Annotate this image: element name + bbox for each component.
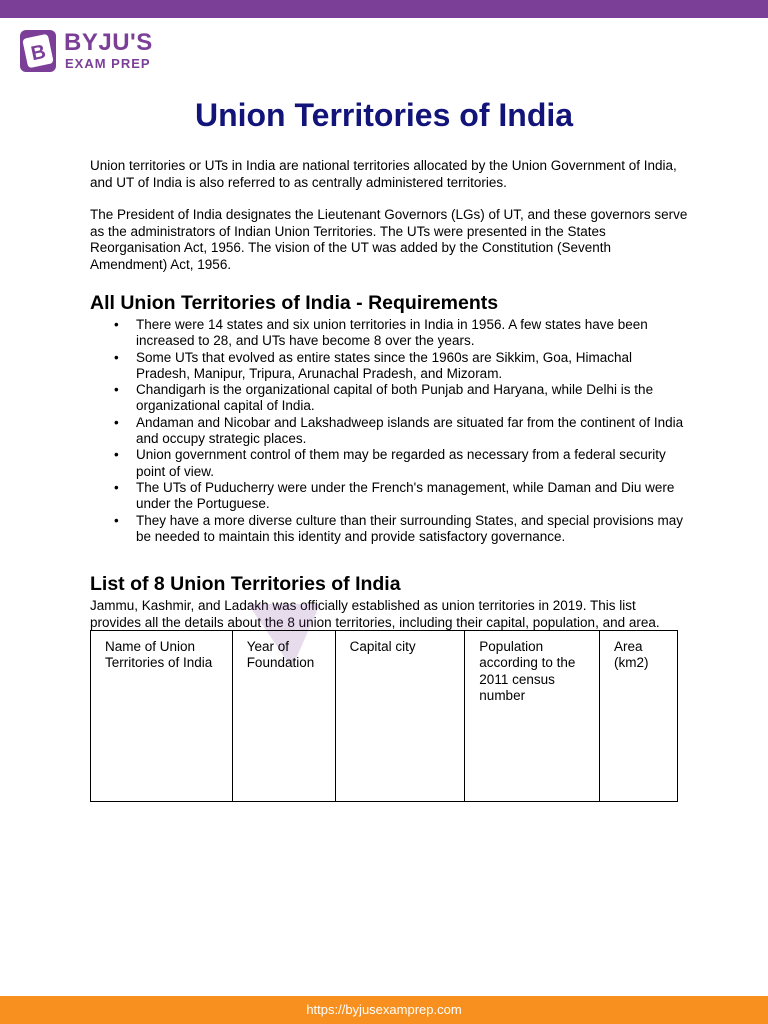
list-item: • Chandigarh is the organizational capital of both Punjab and Haryana, while Delhi is the organizational capital of India. bbox=[114, 382, 654, 414]
footer-bar bbox=[0, 996, 768, 1024]
bullet-icon: • bbox=[114, 414, 119, 430]
list-item: • They have a more diverse culture than their surrounding States, and special provisions may be needed to maintain this identity and provide satisfactory governance. bbox=[114, 512, 684, 544]
list-item: • The UTs of Puducherry were under the French's management, while Daman and Diu were under the Portuguese. bbox=[114, 479, 675, 512]
bullet-icon: • bbox=[114, 382, 119, 398]
requirements-list bbox=[114, 317, 684, 545]
footer-website-link[interactable]: https://byjusexamprep.com bbox=[306, 1002, 462, 1017]
byjus-logo[interactable] bbox=[20, 30, 180, 74]
logo-letter: B bbox=[29, 40, 48, 66]
intro-paragraph-1: Union territories or UTs in India are national territories allocated by the Union Government of India, and UT of India is also referred to as centrally administered territories. bbox=[90, 158, 677, 190]
intro-paragraph-2: The President of India designates the Lieutenant Governors (LGs) of UT, and these governors serve as the administrators of Indian Union Territories. The UTs were presented in the States Reorganisation Act, 1956. The vision of the UT was added by the Constitution (Seventh Amendment) Act, 1956. bbox=[90, 207, 688, 272]
bullet-icon: • bbox=[114, 317, 119, 332]
top-accent-bar bbox=[0, 0, 768, 18]
union-territories-table bbox=[90, 630, 678, 802]
table-header-row bbox=[91, 631, 678, 802]
section-heading-requirements: All Union Territories of India - Requirements bbox=[90, 292, 499, 314]
list-item: • Some UTs that evolved as entire states since the 1960s are Sikkim, Goa, Himachal Pradesh, Manipur, Tripura, Arunachal Pradesh, and Mizoram. bbox=[114, 349, 632, 381]
bullet-icon: • bbox=[114, 349, 119, 365]
logo-subtitle: EXAM PREP bbox=[65, 56, 151, 71]
table-header-cell: Capital city bbox=[335, 631, 465, 802]
table-header-cell: Year of Foundation bbox=[232, 631, 335, 802]
bullet-icon: • bbox=[114, 479, 119, 495]
bullet-icon: • bbox=[114, 512, 119, 528]
table-header-cell: Area (km2) bbox=[600, 631, 678, 802]
section-heading-list: List of 8 Union Territories of India bbox=[90, 573, 401, 595]
list-item: • There were 14 states and six union territories in India in 1956. A few states have been increased to 28, and UTs have become 8 over the years. bbox=[114, 317, 648, 349]
list-item: • Andaman and Nicobar and Lakshadweep islands are situated far from the continent of India and occupy strategic places. bbox=[114, 414, 684, 447]
list-item: • Union government control of them may be regarded as necessary from a federal security point of view. bbox=[114, 447, 666, 479]
logo-wordmark: BYJU'S bbox=[64, 29, 153, 56]
table-header-cell: Name of Union Territories of India bbox=[91, 631, 233, 802]
list-intro-paragraph: Jammu, Kashmir, and Ladakh was officially established as union territories in 2019. This list provides all the details about the 8 union territories, including their capital, population, and area. bbox=[90, 598, 660, 630]
page-title: Union Territories of India bbox=[194, 97, 574, 133]
logo-mark-icon bbox=[20, 30, 56, 72]
bullet-icon: • bbox=[114, 447, 119, 463]
table-header-cell: Population according to the 2011 census number bbox=[465, 631, 600, 802]
